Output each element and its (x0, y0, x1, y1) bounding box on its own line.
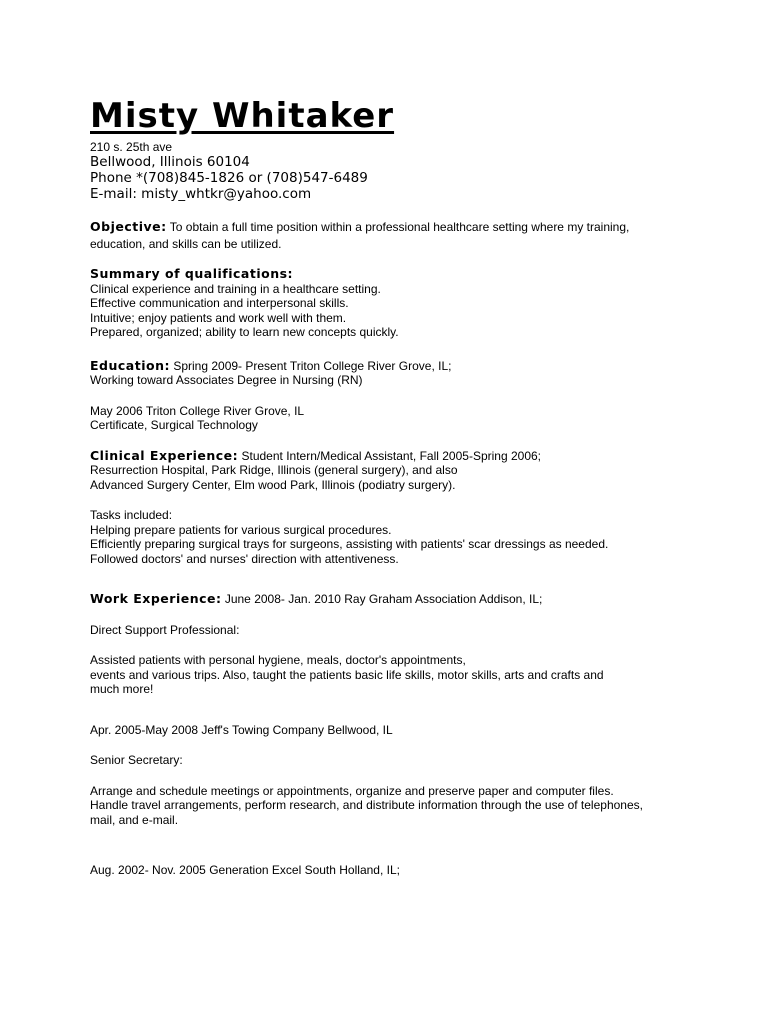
job1-desc-2: events and various trips. Also, taught the patients basic life skills, motor skills, arts and crafts and (90, 667, 604, 682)
task-item: Followed doctors' and nurses' direction with attentiveness. (90, 551, 399, 566)
clinical-heading: Clinical Experience: (90, 447, 239, 463)
resume-name: Misty Whitaker (90, 96, 395, 136)
job2-desc-1: Arrange and schedule meetings or appointments, organize and preserve paper and computer files. (90, 783, 614, 798)
email-line: E-mail: misty_whtkr@yahoo.com (90, 186, 312, 202)
education-line-2: Working toward Associates Degree in Nursing (RN) (90, 373, 363, 387)
job1-desc-1: Assisted patients with personal hygiene, meals, doctor's appointments, (90, 653, 466, 667)
phone-line: Phone *(708)845-1826 or (708)547-6489 (90, 170, 368, 186)
tasks-label: Tasks included: (90, 508, 173, 522)
summary-section (90, 267, 690, 340)
summary-item: Prepared, organized; ability to learn new concepts quickly. (90, 325, 399, 339)
job2-desc-3: mail, and e-mail. (90, 812, 179, 827)
job1-line: June 2008- Jan. 2010 Ray Graham Association Addison, IL; (221, 592, 543, 606)
summary-item: Clinical experience and training in a healthcare setting. (90, 281, 381, 296)
education-line-3: May 2006 Triton College River Grove, IL (90, 403, 305, 418)
education-heading: Education: (90, 357, 170, 373)
job2-line: Apr. 2005-May 2008 Jeff's Towing Company Bellwood, IL (90, 722, 393, 737)
objective-heading: Objective: (90, 219, 167, 234)
address-line: 210 s. 25th ave (90, 140, 173, 154)
task-item: Helping prepare patients for various surgical procedures. (90, 522, 392, 537)
city-line: Bellwood, Illinois 60104 (90, 154, 250, 170)
task-item: Efficiently preparing surgical trays for surgeons, assisting with patients' scar dressings as needed. (90, 537, 609, 551)
summary-item: Effective communication and interpersonal skills. (90, 296, 349, 310)
job2-title: Senior Secretary: (90, 753, 183, 767)
work-section (90, 592, 690, 878)
job1-title: Direct Support Professional: (90, 622, 240, 637)
work-heading: Work Experience: (90, 591, 222, 606)
education-section (90, 359, 690, 433)
job2-desc-2: Handle travel arrangements, perform research, and distribute information through the use of telephones, (90, 798, 643, 812)
clinical-line-2: Resurrection Hospital, Park Ridge, Illinois (general surgery), and also (90, 463, 458, 477)
education-line-1: Spring 2009- Present Triton College River Grove, IL; (169, 358, 452, 373)
clinical-line-3: Advanced Surgery Center, Elm wood Park, Illinois (podiatry surgery). (90, 477, 456, 492)
job3-line: Aug. 2002- Nov. 2005 Generation Excel South Holland, IL; (90, 863, 400, 877)
summary-heading: Summary of qualifications: (90, 266, 294, 281)
objective-text-1: To obtain a full time position within a professional healthcare setting where my training, (166, 220, 630, 234)
resume-page (90, 96, 690, 878)
summary-item: Intuitive; enjoy patients and work well with them. (90, 310, 347, 325)
objective-text-2: education, and skills can be utilized. (90, 237, 282, 251)
job1-desc-3: much more! (90, 682, 154, 696)
education-line-4: Certificate, Surgical Technology (90, 418, 258, 432)
clinical-line-1: Student Intern/Medical Assistant, Fall 2005-Spring 2006; (238, 448, 541, 463)
objective-section (90, 218, 690, 253)
clinical-section (90, 449, 690, 567)
